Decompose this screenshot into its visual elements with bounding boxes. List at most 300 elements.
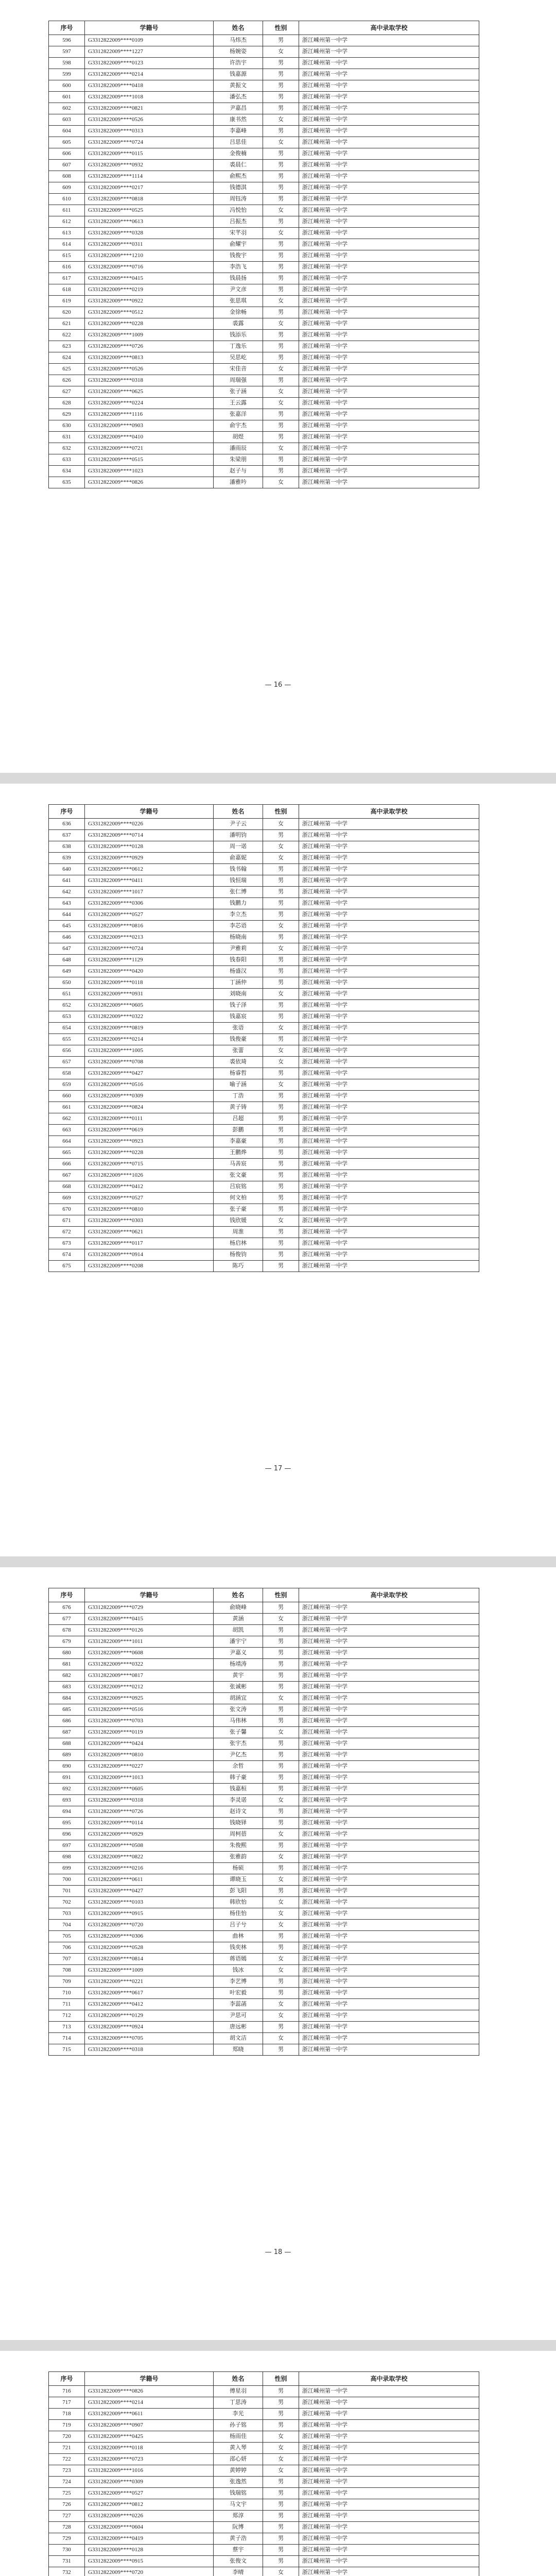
cell-name: 郑淳: [214, 2511, 263, 2522]
table-row: [49, 1818, 479, 1829]
cell-student-id: G3312822009****0810: [85, 1750, 214, 1761]
header-name: 姓名: [214, 21, 263, 35]
cell-name: 杨佳怡: [214, 1908, 263, 1920]
cell-gender: 男: [263, 182, 299, 194]
cell-name: 冯悦怡: [214, 205, 263, 216]
cell-student-id: G3312822009****0826: [85, 2386, 214, 2397]
cell-school: 浙江嵊州第一中学: [299, 1045, 479, 1057]
cell-gender: 男: [263, 1818, 299, 1829]
cell-seq: 726: [49, 2499, 85, 2511]
cell-gender: 女: [263, 989, 299, 1000]
cell-school: 浙江嵊州第一中学: [299, 194, 479, 205]
cell-seq: 673: [49, 1238, 85, 1249]
cell-student-id: G3312822009****0604: [85, 2522, 214, 2533]
cell-seq: 702: [49, 1897, 85, 1908]
table-row: [49, 1965, 479, 1976]
table-header-row: [49, 21, 479, 35]
cell-school: 浙江嵊州第一中学: [299, 1795, 479, 1806]
cell-gender: 女: [263, 205, 299, 216]
cell-school: 浙江嵊州第一中学: [299, 819, 479, 830]
cell-gender: 男: [263, 2397, 299, 2409]
page-number: — 16 —: [265, 681, 291, 689]
table-row: [49, 80, 479, 92]
table-row: [49, 477, 479, 488]
table-row: [49, 1238, 479, 1249]
cell-gender: 男: [263, 1113, 299, 1125]
cell-seq: 605: [49, 137, 85, 148]
table-row: [49, 250, 479, 262]
table-row: [49, 1636, 479, 1648]
cell-student-id: G3312822009****0822: [85, 1852, 214, 1863]
cell-name: 宋佳音: [214, 364, 263, 375]
table-row: [49, 1942, 479, 1954]
header-student-id: 学籍号: [85, 805, 214, 819]
cell-name: 潘雨辰: [214, 443, 263, 454]
cell-seq: 666: [49, 1159, 85, 1170]
cell-school: 浙江嵊州第一中学: [299, 330, 479, 341]
cell-student-id: G3312822009****0228: [85, 318, 214, 330]
cell-name: 钱子泽: [214, 1000, 263, 1011]
cell-name: 丁思涛: [214, 2397, 263, 2409]
cell-school: 浙江嵊州第一中学: [299, 2386, 479, 2397]
table-row: [49, 932, 479, 943]
cell-seq: 652: [49, 1000, 85, 1011]
cell-seq: 619: [49, 296, 85, 307]
cell-gender: 男: [263, 250, 299, 262]
table-row: [49, 2022, 479, 2033]
cell-seq: 650: [49, 977, 85, 989]
cell-seq: 724: [49, 2477, 85, 2488]
cell-seq: 716: [49, 2386, 85, 2397]
cell-seq: 608: [49, 171, 85, 182]
document-page: [0, 2351, 556, 2576]
cell-gender: 男: [263, 898, 299, 909]
table-row: [49, 1908, 479, 1920]
cell-school: 浙江嵊州第一中学: [299, 398, 479, 409]
table-row: [49, 1772, 479, 1784]
cell-gender: 男: [263, 1125, 299, 1136]
cell-student-id: G3312822009****0816: [85, 921, 214, 932]
cell-student-id: G3312822009****0227: [85, 1761, 214, 1772]
cell-school: 浙江嵊州第一中学: [299, 1079, 479, 1091]
table-row: [49, 205, 479, 216]
table-row: [49, 148, 479, 160]
cell-seq: 690: [49, 1761, 85, 1772]
cell-gender: 男: [263, 330, 299, 341]
cell-gender: 男: [263, 2420, 299, 2431]
table-row: [49, 375, 479, 386]
cell-seq: 689: [49, 1750, 85, 1761]
cell-gender: 女: [263, 1693, 299, 1704]
cell-name: 王鹏烨: [214, 1147, 263, 1159]
cell-student-id: G3312822009****0128: [85, 841, 214, 853]
cell-student-id: G3312822009****0932: [85, 160, 214, 171]
cell-student-id: G3312822009****0516: [85, 1704, 214, 1716]
cell-seq: 640: [49, 864, 85, 875]
cell-gender: 男: [263, 1011, 299, 1023]
cell-seq: 617: [49, 273, 85, 284]
cell-seq: 609: [49, 182, 85, 194]
cell-gender: 女: [263, 1874, 299, 1886]
table-row: [49, 1215, 479, 1227]
cell-student-id: G3312822009****0217: [85, 182, 214, 194]
cell-student-id: G3312822009****0922: [85, 296, 214, 307]
cell-school: 浙江嵊州第一中学: [299, 1704, 479, 1716]
cell-student-id: G3312822009****0527: [85, 909, 214, 921]
cell-seq: 687: [49, 1727, 85, 1738]
cell-name: 马伟林: [214, 1716, 263, 1727]
table-row: [49, 2567, 479, 2576]
cell-name: 周一诺: [214, 841, 263, 853]
cell-student-id: G3312822009****0915: [85, 2556, 214, 2567]
cell-name: 黄婷婷: [214, 2465, 263, 2477]
table-row: [49, 398, 479, 409]
cell-name: 胡涵宜: [214, 1693, 263, 1704]
cell-school: 浙江嵊州第一中学: [299, 228, 479, 239]
cell-gender: 女: [263, 1965, 299, 1976]
cell-gender: 男: [263, 1784, 299, 1795]
cell-seq: 597: [49, 46, 85, 58]
cell-school: 浙江嵊州第一中学: [299, 955, 479, 966]
cell-gender: 女: [263, 1920, 299, 1931]
cell-name: 郑晓: [214, 2044, 263, 2056]
cell-seq: 647: [49, 943, 85, 955]
cell-name: 尹子云: [214, 819, 263, 830]
table-row: [49, 454, 479, 466]
cell-school: 浙江嵊州第一中学: [299, 171, 479, 182]
cell-gender: 男: [263, 1659, 299, 1670]
cell-student-id: G3312822009****0924: [85, 2022, 214, 2033]
cell-student-id: G3312822009****0619: [85, 1125, 214, 1136]
cell-name: 俞耀宇: [214, 239, 263, 250]
cell-seq: 698: [49, 1852, 85, 1863]
cell-student-id: G3312822009****0118: [85, 2443, 214, 2454]
cell-student-id: G3312822009****0216: [85, 1863, 214, 1874]
cell-school: 浙江嵊州第一中学: [299, 1636, 479, 1648]
cell-school: 浙江嵊州第一中学: [299, 977, 479, 989]
cell-gender: 女: [263, 2010, 299, 2022]
table-row: [49, 1068, 479, 1079]
cell-student-id: G3312822009****1129: [85, 955, 214, 966]
cell-seq: 672: [49, 1227, 85, 1238]
cell-name: 钱俊豪: [214, 1034, 263, 1045]
cell-gender: 男: [263, 216, 299, 228]
cell-school: 浙江嵊州第一中学: [299, 1068, 479, 1079]
cell-seq: 643: [49, 898, 85, 909]
cell-seq: 700: [49, 1874, 85, 1886]
cell-school: 浙江嵊州第一中学: [299, 921, 479, 932]
cell-student-id: G3312822009****0726: [85, 341, 214, 352]
cell-seq: 639: [49, 853, 85, 864]
table-row: [49, 977, 479, 989]
table-row: [49, 1147, 479, 1159]
cell-student-id: G3312822009****0724: [85, 137, 214, 148]
table-row: [49, 1193, 479, 1204]
table-row: [49, 955, 479, 966]
cell-seq: 683: [49, 1682, 85, 1693]
cell-gender: 男: [263, 2556, 299, 2567]
cell-name: 杨婉姿: [214, 46, 263, 58]
cell-gender: 男: [263, 420, 299, 432]
cell-student-id: G3312822009****0721: [85, 443, 214, 454]
cell-seq: 699: [49, 1863, 85, 1874]
cell-school: 浙江嵊州第一中学: [299, 1874, 479, 1886]
cell-school: 浙江嵊州第一中学: [299, 1159, 479, 1170]
cell-seq: 667: [49, 1170, 85, 1181]
cell-school: 浙江嵊州第一中学: [299, 1614, 479, 1625]
table-row: [49, 239, 479, 250]
table-row: [49, 2044, 479, 2056]
cell-name: 马文宇: [214, 2499, 263, 2511]
cell-school: 浙江嵊州第一中学: [299, 250, 479, 262]
cell-school: 浙江嵊州第一中学: [299, 1057, 479, 1068]
cell-school: 浙江嵊州第一中学: [299, 1181, 479, 1193]
table-row: [49, 1602, 479, 1614]
cell-name: 裘露: [214, 318, 263, 330]
cell-seq: 596: [49, 35, 85, 46]
table-row: [49, 1011, 479, 1023]
cell-student-id: G3312822009****0213: [85, 932, 214, 943]
table-row: [49, 296, 479, 307]
cell-school: 浙江嵊州第一中学: [299, 1840, 479, 1852]
cell-gender: 女: [263, 943, 299, 955]
cell-student-id: G3312822009****0219: [85, 284, 214, 296]
table-row: [49, 1931, 479, 1942]
cell-school: 浙江嵊州第一中学: [299, 1908, 479, 1920]
cell-seq: 719: [49, 2420, 85, 2431]
cell-student-id: G3312822009****0923: [85, 1136, 214, 1147]
header-seq: 序号: [49, 805, 85, 819]
cell-student-id: G3312822009****0126: [85, 1625, 214, 1636]
cell-name: 彭飞阳: [214, 1886, 263, 1897]
cell-student-id: G3312822009****0415: [85, 273, 214, 284]
cell-gender: 女: [263, 1057, 299, 1068]
cell-school: 浙江嵊州第一中学: [299, 1976, 479, 1988]
cell-student-id: G3312822009****0925: [85, 1693, 214, 1704]
cell-seq: 710: [49, 1988, 85, 1999]
cell-school: 浙江嵊州第一中学: [299, 853, 479, 864]
table-row: [49, 1761, 479, 1772]
cell-student-id: G3312822009****0410: [85, 432, 214, 443]
cell-seq: 634: [49, 466, 85, 477]
table-row: [49, 841, 479, 853]
admission-list-table: [48, 804, 479, 1272]
cell-name: 杨盛汉: [214, 966, 263, 977]
cell-gender: 男: [263, 352, 299, 364]
cell-seq: 622: [49, 330, 85, 341]
cell-school: 浙江嵊州第一中学: [299, 2465, 479, 2477]
cell-seq: 731: [49, 2556, 85, 2567]
table-row: [49, 114, 479, 126]
cell-name: 喻子涵: [214, 1079, 263, 1091]
cell-student-id: G3312822009****0824: [85, 1102, 214, 1113]
cell-seq: 688: [49, 1738, 85, 1750]
cell-name: 吴思屹: [214, 352, 263, 364]
cell-name: 蒋语嫣: [214, 1954, 263, 1965]
cell-gender: 女: [263, 2431, 299, 2443]
table-row: [49, 262, 479, 273]
header-school: 高中录取学校: [299, 2372, 479, 2386]
cell-name: 赵子与: [214, 466, 263, 477]
cell-school: 浙江嵊州第一中学: [299, 1716, 479, 1727]
cell-school: 浙江嵊州第一中学: [299, 1852, 479, 1863]
cell-seq: 723: [49, 2465, 85, 2477]
cell-name: 俞嘉妮: [214, 853, 263, 864]
cell-school: 浙江嵊州第一中学: [299, 1023, 479, 1034]
table-row: [49, 1829, 479, 1840]
page-number: — 18 —: [265, 2248, 291, 2256]
cell-school: 浙江嵊州第一中学: [299, 1659, 479, 1670]
cell-seq: 615: [49, 250, 85, 262]
table-row: [49, 1988, 479, 1999]
cell-school: 浙江嵊州第一中学: [299, 364, 479, 375]
cell-student-id: G3312822009****0528: [85, 1942, 214, 1954]
cell-name: 康书然: [214, 114, 263, 126]
cell-school: 浙江嵊州第一中学: [299, 2533, 479, 2545]
cell-name: 尹文彦: [214, 284, 263, 296]
cell-student-id: G3312822009****0221: [85, 1976, 214, 1988]
cell-gender: 男: [263, 1682, 299, 1693]
cell-gender: 女: [263, 443, 299, 454]
cell-student-id: G3312822009****0527: [85, 1193, 214, 1204]
cell-school: 浙江嵊州第一中学: [299, 1738, 479, 1750]
cell-school: 浙江嵊州第一中学: [299, 341, 479, 352]
table-row: [49, 1738, 479, 1750]
cell-student-id: G3312822009****0508: [85, 1840, 214, 1852]
cell-gender: 女: [263, 318, 299, 330]
table-row: [49, 2533, 479, 2545]
cell-student-id: G3312822009****0415: [85, 1614, 214, 1625]
cell-gender: 女: [263, 386, 299, 398]
cell-gender: 男: [263, 1147, 299, 1159]
cell-seq: 633: [49, 454, 85, 466]
cell-gender: 女: [263, 398, 299, 409]
cell-seq: 718: [49, 2409, 85, 2420]
cell-name: 张诚彬: [214, 1682, 263, 1693]
cell-seq: 610: [49, 194, 85, 205]
cell-seq: 711: [49, 1999, 85, 2010]
cell-gender: 男: [263, 2545, 299, 2556]
cell-student-id: G3312822009****0418: [85, 80, 214, 92]
cell-name: 杨靖涛: [214, 1659, 263, 1670]
header-name: 姓名: [214, 1588, 263, 1602]
cell-school: 浙江嵊州第一中学: [299, 2488, 479, 2499]
cell-student-id: G3312822009****1227: [85, 46, 214, 58]
cell-school: 浙江嵊州第一中学: [299, 1204, 479, 1215]
cell-gender: 男: [263, 194, 299, 205]
cell-seq: 728: [49, 2522, 85, 2533]
cell-name: 王云露: [214, 398, 263, 409]
cell-student-id: G3312822009****0322: [85, 1011, 214, 1023]
cell-gender: 男: [263, 1102, 299, 1113]
table-row: [49, 307, 479, 318]
table-row: [49, 1670, 479, 1682]
cell-gender: 男: [263, 1249, 299, 1261]
cell-student-id: G3312822009****1023: [85, 466, 214, 477]
cell-student-id: G3312822009****0411: [85, 875, 214, 887]
cell-school: 浙江嵊州第一中学: [299, 1965, 479, 1976]
cell-student-id: G3312822009****0128: [85, 2545, 214, 2556]
cell-gender: 男: [263, 1863, 299, 1874]
cell-seq: 671: [49, 1215, 85, 1227]
cell-school: 浙江嵊州第一中学: [299, 966, 479, 977]
cell-seq: 686: [49, 1716, 85, 1727]
cell-seq: 636: [49, 819, 85, 830]
admission-list-table: [48, 2371, 479, 2576]
cell-seq: 604: [49, 126, 85, 137]
table-row: [49, 1170, 479, 1181]
cell-seq: 611: [49, 205, 85, 216]
cell-gender: 男: [263, 92, 299, 103]
cell-gender: 女: [263, 296, 299, 307]
cell-student-id: G3312822009****0527: [85, 2488, 214, 2499]
cell-seq: 730: [49, 2545, 85, 2556]
cell-name: 杨俊钧: [214, 1249, 263, 1261]
cell-school: 浙江嵊州第一中学: [299, 1238, 479, 1249]
cell-name: 黄振文: [214, 80, 263, 92]
cell-name: 张子涵: [214, 386, 263, 398]
cell-seq: 715: [49, 2044, 85, 2056]
cell-school: 浙江嵊州第一中学: [299, 1682, 479, 1693]
table-row: [49, 2431, 479, 2443]
cell-school: 浙江嵊州第一中学: [299, 1784, 479, 1795]
cell-name: 钱俊宇: [214, 250, 263, 262]
table-row: [49, 1227, 479, 1238]
cell-name: 潘雅吟: [214, 477, 263, 488]
cell-seq: 703: [49, 1908, 85, 1920]
cell-school: 浙江嵊州第一中学: [299, 307, 479, 318]
cell-school: 浙江嵊州第一中学: [299, 409, 479, 420]
cell-name: 裘晨仁: [214, 160, 263, 171]
cell-school: 浙江嵊州第一中学: [299, 284, 479, 296]
cell-gender: 女: [263, 1852, 299, 1863]
table-row: [49, 1954, 479, 1965]
cell-gender: 男: [263, 1931, 299, 1942]
cell-school: 浙江嵊州第一中学: [299, 443, 479, 454]
table-row: [49, 46, 479, 58]
cell-student-id: G3312822009****0625: [85, 386, 214, 398]
table-row: [49, 1159, 479, 1170]
table-row: [49, 1863, 479, 1874]
cell-student-id: G3312822009****1210: [85, 250, 214, 262]
cell-name: 张子豪: [214, 1204, 263, 1215]
table-row: [49, 2488, 479, 2499]
cell-gender: 男: [263, 126, 299, 137]
cell-gender: 男: [263, 171, 299, 182]
cell-name: 俞宇杰: [214, 420, 263, 432]
cell-student-id: G3312822009****0611: [85, 1874, 214, 1886]
table-row: [49, 35, 479, 46]
cell-name: 钱春阳: [214, 955, 263, 966]
cell-name: 张嘉洋: [214, 409, 263, 420]
cell-student-id: G3312822009****0617: [85, 1988, 214, 1999]
cell-name: 李光: [214, 2409, 263, 2420]
cell-name: 尹雅莉: [214, 943, 263, 955]
cell-student-id: G3312822009****0214: [85, 69, 214, 80]
cell-seq: 685: [49, 1704, 85, 1716]
cell-name: 钱欣媛: [214, 1215, 263, 1227]
table-row: [49, 887, 479, 898]
table-row: [49, 1079, 479, 1091]
cell-name: 杨晓南: [214, 932, 263, 943]
cell-student-id: G3312822009****0118: [85, 977, 214, 989]
table-row: [49, 1102, 479, 1113]
table-row: [49, 1784, 479, 1795]
cell-name: 李嘉峰: [214, 126, 263, 137]
cell-name: 周瑞强: [214, 375, 263, 386]
cell-seq: 691: [49, 1772, 85, 1784]
cell-school: 浙江嵊州第一中学: [299, 2567, 479, 2576]
